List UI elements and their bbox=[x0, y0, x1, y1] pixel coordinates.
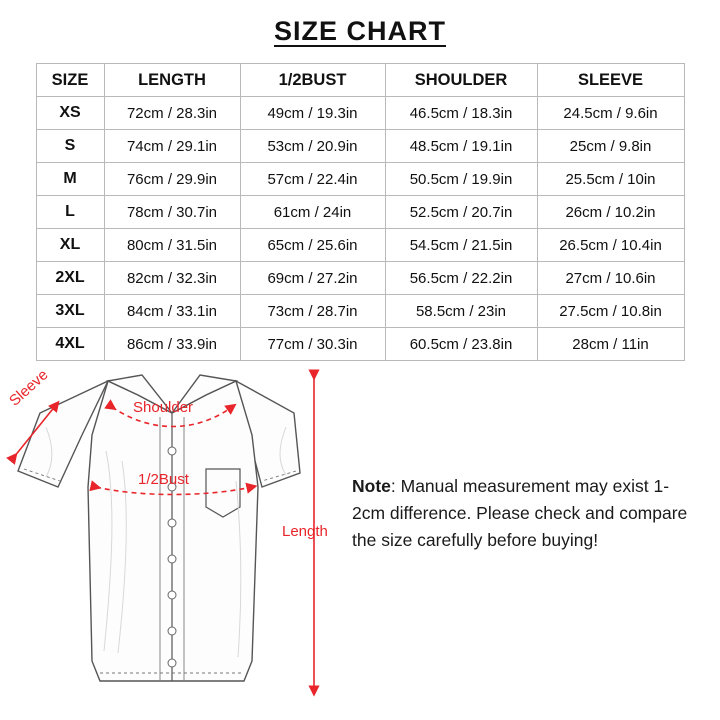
cell-bust: 49cm / 19.3in bbox=[240, 97, 385, 130]
cell-sleeve: 27.5cm / 10.8in bbox=[537, 295, 684, 328]
table-row bbox=[36, 163, 684, 196]
cell-length: 72cm / 28.3in bbox=[104, 97, 240, 130]
cell-shoulder: 54.5cm / 21.5in bbox=[385, 229, 537, 262]
column-header-bust: 1/2BUST bbox=[240, 64, 385, 97]
cell-bust: 53cm / 20.9in bbox=[240, 130, 385, 163]
size-chart-table bbox=[36, 63, 685, 361]
cell-length: 82cm / 32.3in bbox=[104, 262, 240, 295]
column-header-shoulder: SHOULDER bbox=[385, 64, 537, 97]
cell-size: 4XL bbox=[36, 328, 104, 361]
cell-sleeve: 27cm / 10.6in bbox=[537, 262, 684, 295]
cell-size: XL bbox=[36, 229, 104, 262]
cell-size: 3XL bbox=[36, 295, 104, 328]
page-title: SIZE CHART bbox=[274, 16, 446, 46]
cell-size: 2XL bbox=[36, 262, 104, 295]
cell-size: XS bbox=[36, 97, 104, 130]
note-text bbox=[352, 473, 702, 554]
cell-bust: 77cm / 30.3in bbox=[240, 328, 385, 361]
column-header-sleeve: SLEEVE bbox=[537, 64, 684, 97]
column-header-length: LENGTH bbox=[104, 64, 240, 97]
cell-shoulder: 48.5cm / 19.1in bbox=[385, 130, 537, 163]
cell-length: 74cm / 29.1in bbox=[104, 130, 240, 163]
table-row bbox=[36, 295, 684, 328]
cell-size: M bbox=[36, 163, 104, 196]
cell-length: 80cm / 31.5in bbox=[104, 229, 240, 262]
label-bust: 1/2Bust bbox=[138, 471, 189, 488]
cell-shoulder: 50.5cm / 19.9in bbox=[385, 163, 537, 196]
table-row bbox=[36, 130, 684, 163]
note-body: : Manual measurement may exist 1-2cm difference. Please check and compare the size carefully before buying! bbox=[352, 476, 688, 551]
cell-size: S bbox=[36, 130, 104, 163]
cell-sleeve: 24.5cm / 9.6in bbox=[537, 97, 684, 130]
measurement-diagram-section bbox=[0, 361, 720, 711]
table-row bbox=[36, 196, 684, 229]
cell-length: 84cm / 33.1in bbox=[104, 295, 240, 328]
cell-shoulder: 56.5cm / 22.2in bbox=[385, 262, 537, 295]
label-sleeve: Sleeve bbox=[6, 366, 52, 410]
table-header-row bbox=[36, 64, 684, 97]
cell-shoulder: 46.5cm / 18.3in bbox=[385, 97, 537, 130]
cell-shoulder: 60.5cm / 23.8in bbox=[385, 328, 537, 361]
table-row bbox=[36, 262, 684, 295]
cell-sleeve: 28cm / 11in bbox=[537, 328, 684, 361]
cell-shoulder: 52.5cm / 20.7in bbox=[385, 196, 537, 229]
label-length: Length bbox=[282, 523, 328, 540]
cell-bust: 57cm / 22.4in bbox=[240, 163, 385, 196]
cell-size: L bbox=[36, 196, 104, 229]
cell-bust: 73cm / 28.7in bbox=[240, 295, 385, 328]
cell-length: 76cm / 29.9in bbox=[104, 163, 240, 196]
cell-bust: 65cm / 25.6in bbox=[240, 229, 385, 262]
label-shoulder: Shoulder bbox=[133, 399, 194, 416]
note-prefix: Note bbox=[352, 476, 391, 496]
cell-shoulder: 58.5cm / 23in bbox=[385, 295, 537, 328]
table-row bbox=[36, 328, 684, 361]
cell-bust: 69cm / 27.2in bbox=[240, 262, 385, 295]
shirt-illustration bbox=[0, 361, 340, 711]
cell-length: 86cm / 33.9in bbox=[104, 328, 240, 361]
cell-length: 78cm / 30.7in bbox=[104, 196, 240, 229]
cell-sleeve: 26cm / 10.2in bbox=[537, 196, 684, 229]
cell-sleeve: 25.5cm / 10in bbox=[537, 163, 684, 196]
table-row bbox=[36, 97, 684, 130]
column-header-size: SIZE bbox=[36, 64, 104, 97]
cell-sleeve: 25cm / 9.8in bbox=[537, 130, 684, 163]
table-row bbox=[36, 229, 684, 262]
cell-bust: 61cm / 24in bbox=[240, 196, 385, 229]
cell-sleeve: 26.5cm / 10.4in bbox=[537, 229, 684, 262]
